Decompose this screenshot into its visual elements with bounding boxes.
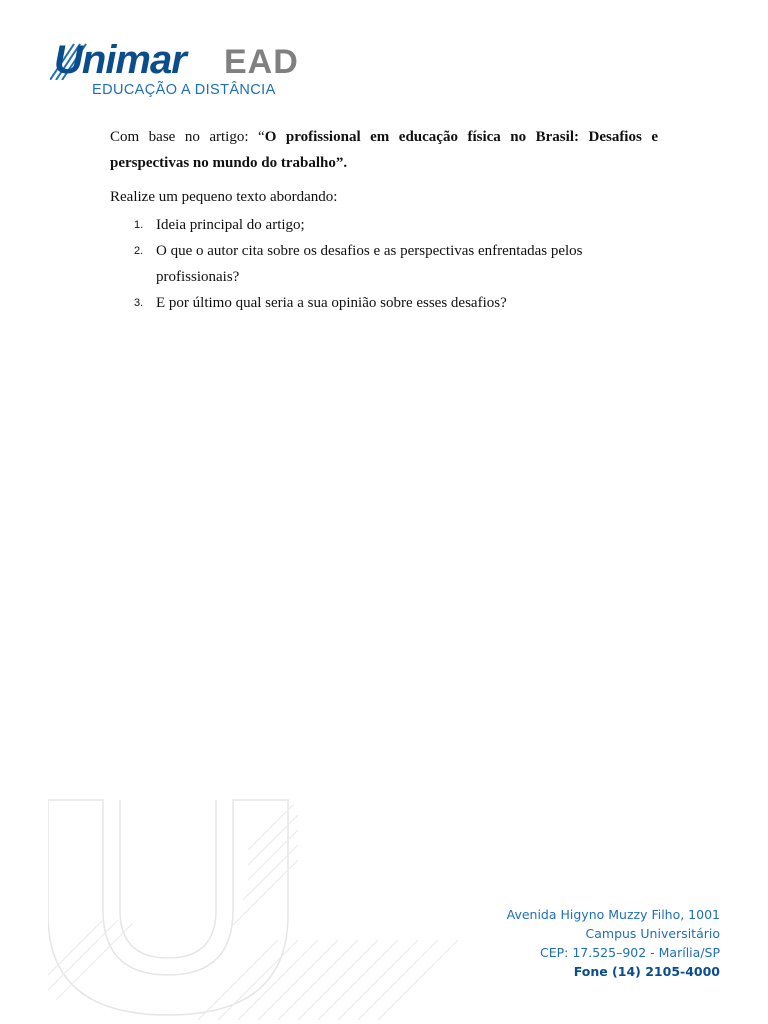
article-title: O profissional em educação física no Brasil: Desafios e perspectivas no mundo do trabalho”. <box>110 129 658 171</box>
list-number: 3. <box>134 297 144 309</box>
list-item <box>110 238 658 290</box>
address-phone: Fone (14) 2105-4000 <box>573 964 720 979</box>
list-item-text: Ideia principal do artigo; <box>156 217 305 233</box>
unimar-ead-logo <box>50 36 310 100</box>
list-item <box>110 290 658 316</box>
address-cep: CEP: 17.525–902 - Marília/SP <box>540 945 720 960</box>
footer-address <box>507 905 720 981</box>
u-watermark-icon <box>48 790 488 1020</box>
intro-prefix: Com base no artigo: “ <box>110 129 265 145</box>
list-item <box>110 212 658 238</box>
instruction-text: Realize um pequeno texto abordando: <box>110 189 338 205</box>
list-item-text: O que o autor cita sobre os desafios e as perspectivas enfrentadas pelos profissionais? <box>156 243 583 285</box>
list-number: 2. <box>134 245 144 257</box>
task-list <box>110 212 658 316</box>
list-item-text: E por último qual seria a sua opinião sobre esses desafios? <box>156 295 507 311</box>
address-campus: Campus Universitário <box>585 926 720 941</box>
address-street: Avenida Higyno Muzzy Filho, 1001 <box>506 907 720 922</box>
logo-subtitle: EDUCAÇÃO A DISTÂNCIA <box>92 82 276 98</box>
logo-wordmark: Unimar <box>54 38 186 82</box>
intro-paragraph <box>110 124 658 176</box>
logo-ead: EAD <box>224 43 299 81</box>
document-body <box>110 124 658 316</box>
list-number: 1. <box>134 219 144 231</box>
